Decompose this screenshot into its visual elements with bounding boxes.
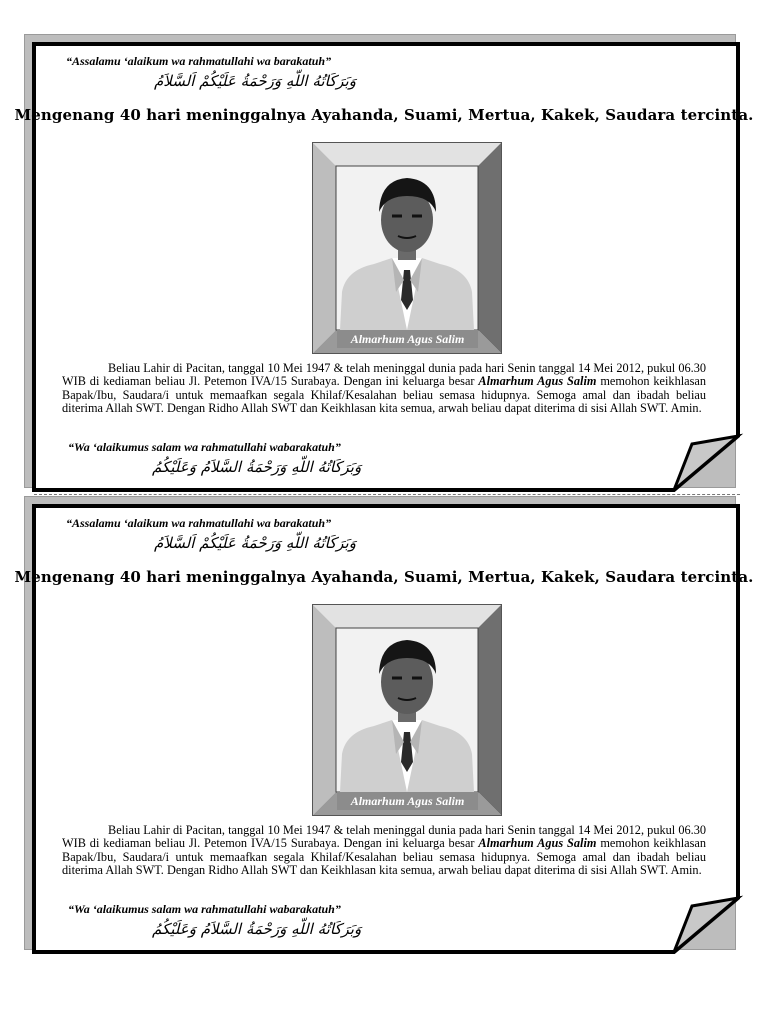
salam-reply: “Wa ‘alaikumus salam wa rahmatullahi wabarakatuh”: [68, 902, 341, 916]
salam-reply: “Wa ‘alaikumus salam wa rahmatullahi wabarakatuh”: [68, 440, 341, 454]
body-text-part2: memohon keikhlasan Bapak/Ibu, Saudara/i untuk memaafkan segala Khilaf/Kesalahan beliau semasa hidupnya. Semoga amal dan ibadah beliau diterima Allah SWT. Dengan Ridho Allah SWT dan Keikhlasan kita semua, arwah beliau dapat diterima di sisi Allah SWT. Amin.: [62, 374, 706, 416]
body-text-part2: memohon keikhlasan Bapak/Ibu, Saudara/i untuk memaafkan segala Khilaf/Kesalahan beliau semasa hidupnya. Semoga amal dan ibadah beliau diterima Allah SWT. Dengan Ridho Allah SWT dan Keikhlasan kita semua, arwah beliau dapat diterima di sisi Allah SWT. Amin.: [62, 836, 706, 878]
portrait-frame: [312, 142, 502, 354]
deceased-name: Almarhum Agus Salim: [478, 836, 597, 851]
portrait-frame: [312, 604, 502, 816]
memorial-title: Mengenang 40 hari meninggalnya Ayahanda, Suami, Mertua, Kakek, Saudara tercinta.: [14, 106, 754, 124]
condolence-card-2: [0, 496, 768, 956]
arabic-greeting: وَبَرَكَاتُهُ اللّهِ وَرَحْمَةُ عَلَيْكُمْ اَلسَّلاَمُ: [154, 534, 356, 552]
arabic-greeting: وَبَرَكَاتُهُ اللّهِ وَرَحْمَةُ عَلَيْكُمْ اَلسَّلاَمُ: [154, 72, 356, 90]
salam-greeting: “Assalamu ‘alaikum wa rahmatullahi wa barakatuh”: [66, 516, 332, 530]
photo-caption: Almarhum Agus Salim: [337, 330, 478, 348]
condolence-card-1: [0, 34, 768, 494]
deceased-name: Almarhum Agus Salim: [478, 374, 597, 389]
body-text-part1: Beliau Lahir di Pacitan, tanggal 10 Mei 1947 & telah meninggal dunia pada hari Senin tanggal 14 Mei 2012, pukul 06.30 WIB di kediaman beliau Jl. Petemon IVA/15 Surabaya. Dengan ini keluarga besar: [62, 823, 706, 851]
salam-greeting: “Assalamu ‘alaikum wa rahmatullahi wa barakatuh”: [66, 54, 332, 68]
memorial-body-text: [62, 362, 706, 416]
memorial-body-text: [62, 824, 706, 878]
photo-caption: Almarhum Agus Salim: [337, 792, 478, 810]
memorial-title: Mengenang 40 hari meninggalnya Ayahanda, Suami, Mertua, Kakek, Saudara tercinta.: [14, 568, 754, 586]
cut-line-divider: [34, 494, 740, 495]
body-text-part1: Beliau Lahir di Pacitan, tanggal 10 Mei 1947 & telah meninggal dunia pada hari Senin tanggal 14 Mei 2012, pukul 06.30 WIB di kediaman beliau Jl. Petemon IVA/15 Surabaya. Dengan ini keluarga besar: [62, 361, 706, 389]
arabic-reply: وَبَرَكَاتُهُ اللّهِ وَرَحْمَةُ السَّلاَمُ وَعَلَيْكُمُ: [152, 458, 362, 476]
arabic-reply: وَبَرَكَاتُهُ اللّهِ وَرَحْمَةُ السَّلاَمُ وَعَلَيْكُمُ: [152, 920, 362, 938]
